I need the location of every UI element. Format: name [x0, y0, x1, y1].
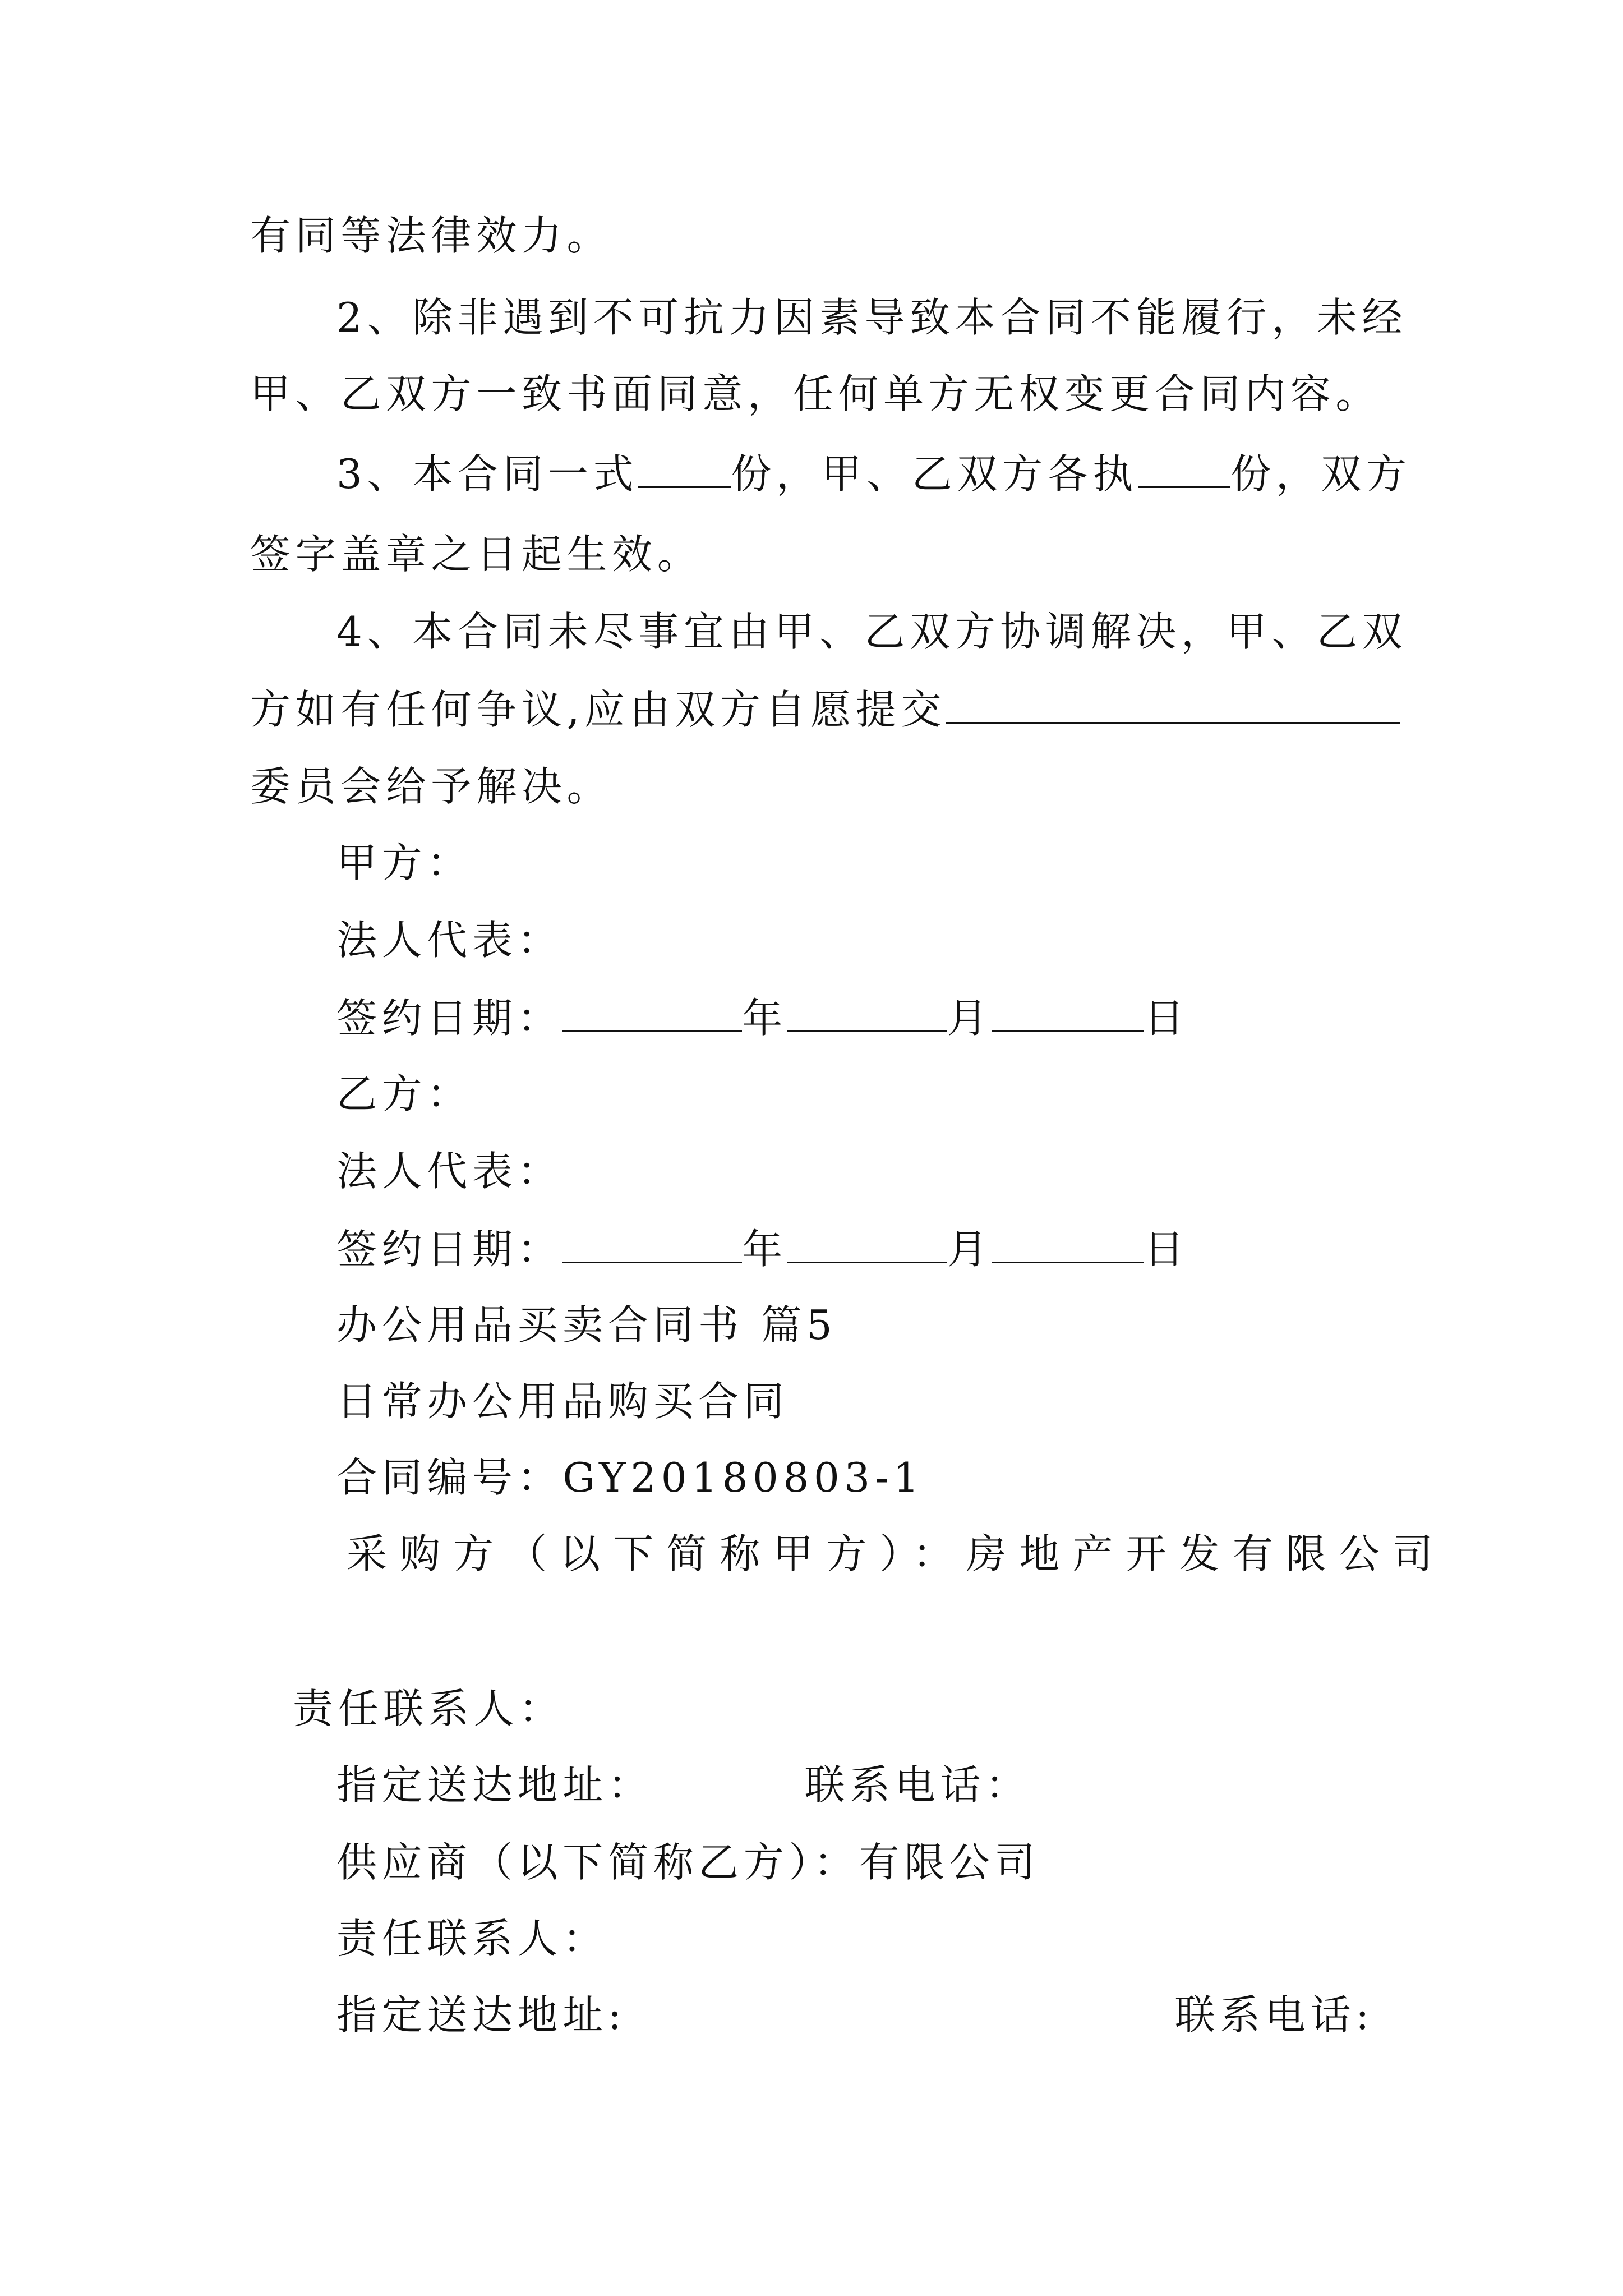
party-b-month-blank	[787, 1228, 947, 1263]
buyer-address-row	[336, 1761, 1031, 1809]
paragraph-3-line-1	[336, 450, 1412, 498]
party-b-date-label: 签约日期：	[336, 1226, 563, 1273]
buyer-contact: 责任联系人：	[293, 1685, 564, 1732]
supplier-contact: 责任联系人：	[336, 1915, 608, 1962]
party-a-month-label: 月	[947, 995, 993, 1042]
party-a-label: 甲方：	[336, 839, 472, 886]
party-b-day-blank	[992, 1228, 1144, 1263]
party-b-representative: 法人代表：	[336, 1148, 563, 1195]
supplier-address-row	[336, 1991, 1374, 2039]
paragraph-3-part-a: 3、本合同一式	[336, 450, 639, 498]
party-a-year-label: 年	[742, 995, 787, 1042]
party-a-month-blank	[787, 997, 947, 1032]
paragraph-4-part: 方如有任何争议,应由双方自愿提交	[250, 686, 947, 734]
party-a-day-label: 日	[1144, 995, 1189, 1042]
contract-title: 日常办公用品购买合同	[336, 1378, 789, 1425]
paragraph-4-line-2	[250, 686, 1400, 734]
paragraph-3-part-c: 份，双方	[1230, 450, 1412, 498]
arbitration-blank	[946, 689, 1400, 724]
paragraph-1-tail: 有同等法律效力。	[250, 212, 612, 259]
paragraph-3-part-b: 份，甲、乙双方各执	[731, 450, 1138, 498]
buyer-line: 采购方（以下简称甲方）：房地产开发有限公司	[347, 1530, 1446, 1577]
section-title: 办公用品买卖合同书 篇5	[336, 1301, 837, 1349]
party-b-label: 乙方：	[336, 1070, 472, 1117]
contract-number: 合同编号：GY20180803-1	[336, 1454, 924, 1501]
supplier-phone-label: 联系电话:	[1174, 1991, 1374, 2039]
party-a-representative: 法人代表：	[336, 917, 563, 964]
party-b-month-label: 月	[947, 1226, 993, 1273]
party-b-year-blank	[562, 1228, 742, 1263]
copies-blank	[638, 453, 731, 488]
party-b-day-label: 日	[1144, 1226, 1189, 1273]
party-a-sign-date	[336, 995, 1189, 1042]
party-a-day-blank	[992, 997, 1144, 1032]
paragraph-2-line-1: 2、除非遇到不可抗力因素导致本合同不能履行，未经	[336, 294, 1408, 341]
buyer-address-label: 指定送达地址：	[336, 1761, 653, 1809]
buyer-phone-label: 联系电话：	[804, 1761, 1031, 1809]
paragraph-4-line-1: 4、本合同未尽事宜由甲、乙双方协调解决，甲、乙双	[336, 608, 1408, 655]
party-b-year-label: 年	[742, 1226, 787, 1273]
paragraph-2-line-2: 甲、乙双方一致书面同意，任何单方无权变更合同内容。	[250, 370, 1381, 417]
party-b-sign-date	[336, 1226, 1189, 1273]
paragraph-4-line-3: 委员会给予解决。	[250, 763, 612, 810]
party-a-year-blank	[562, 997, 742, 1032]
supplier-line: 供应商（以下简称乙方）：有限公司	[336, 1839, 1040, 1886]
each-copies-blank	[1138, 453, 1230, 488]
supplier-address-label: 指定送达地址:	[336, 1991, 626, 2039]
paragraph-3-line-2: 签字盖章之日起生效。	[250, 531, 703, 578]
party-a-date-label: 签约日期：	[336, 995, 563, 1042]
